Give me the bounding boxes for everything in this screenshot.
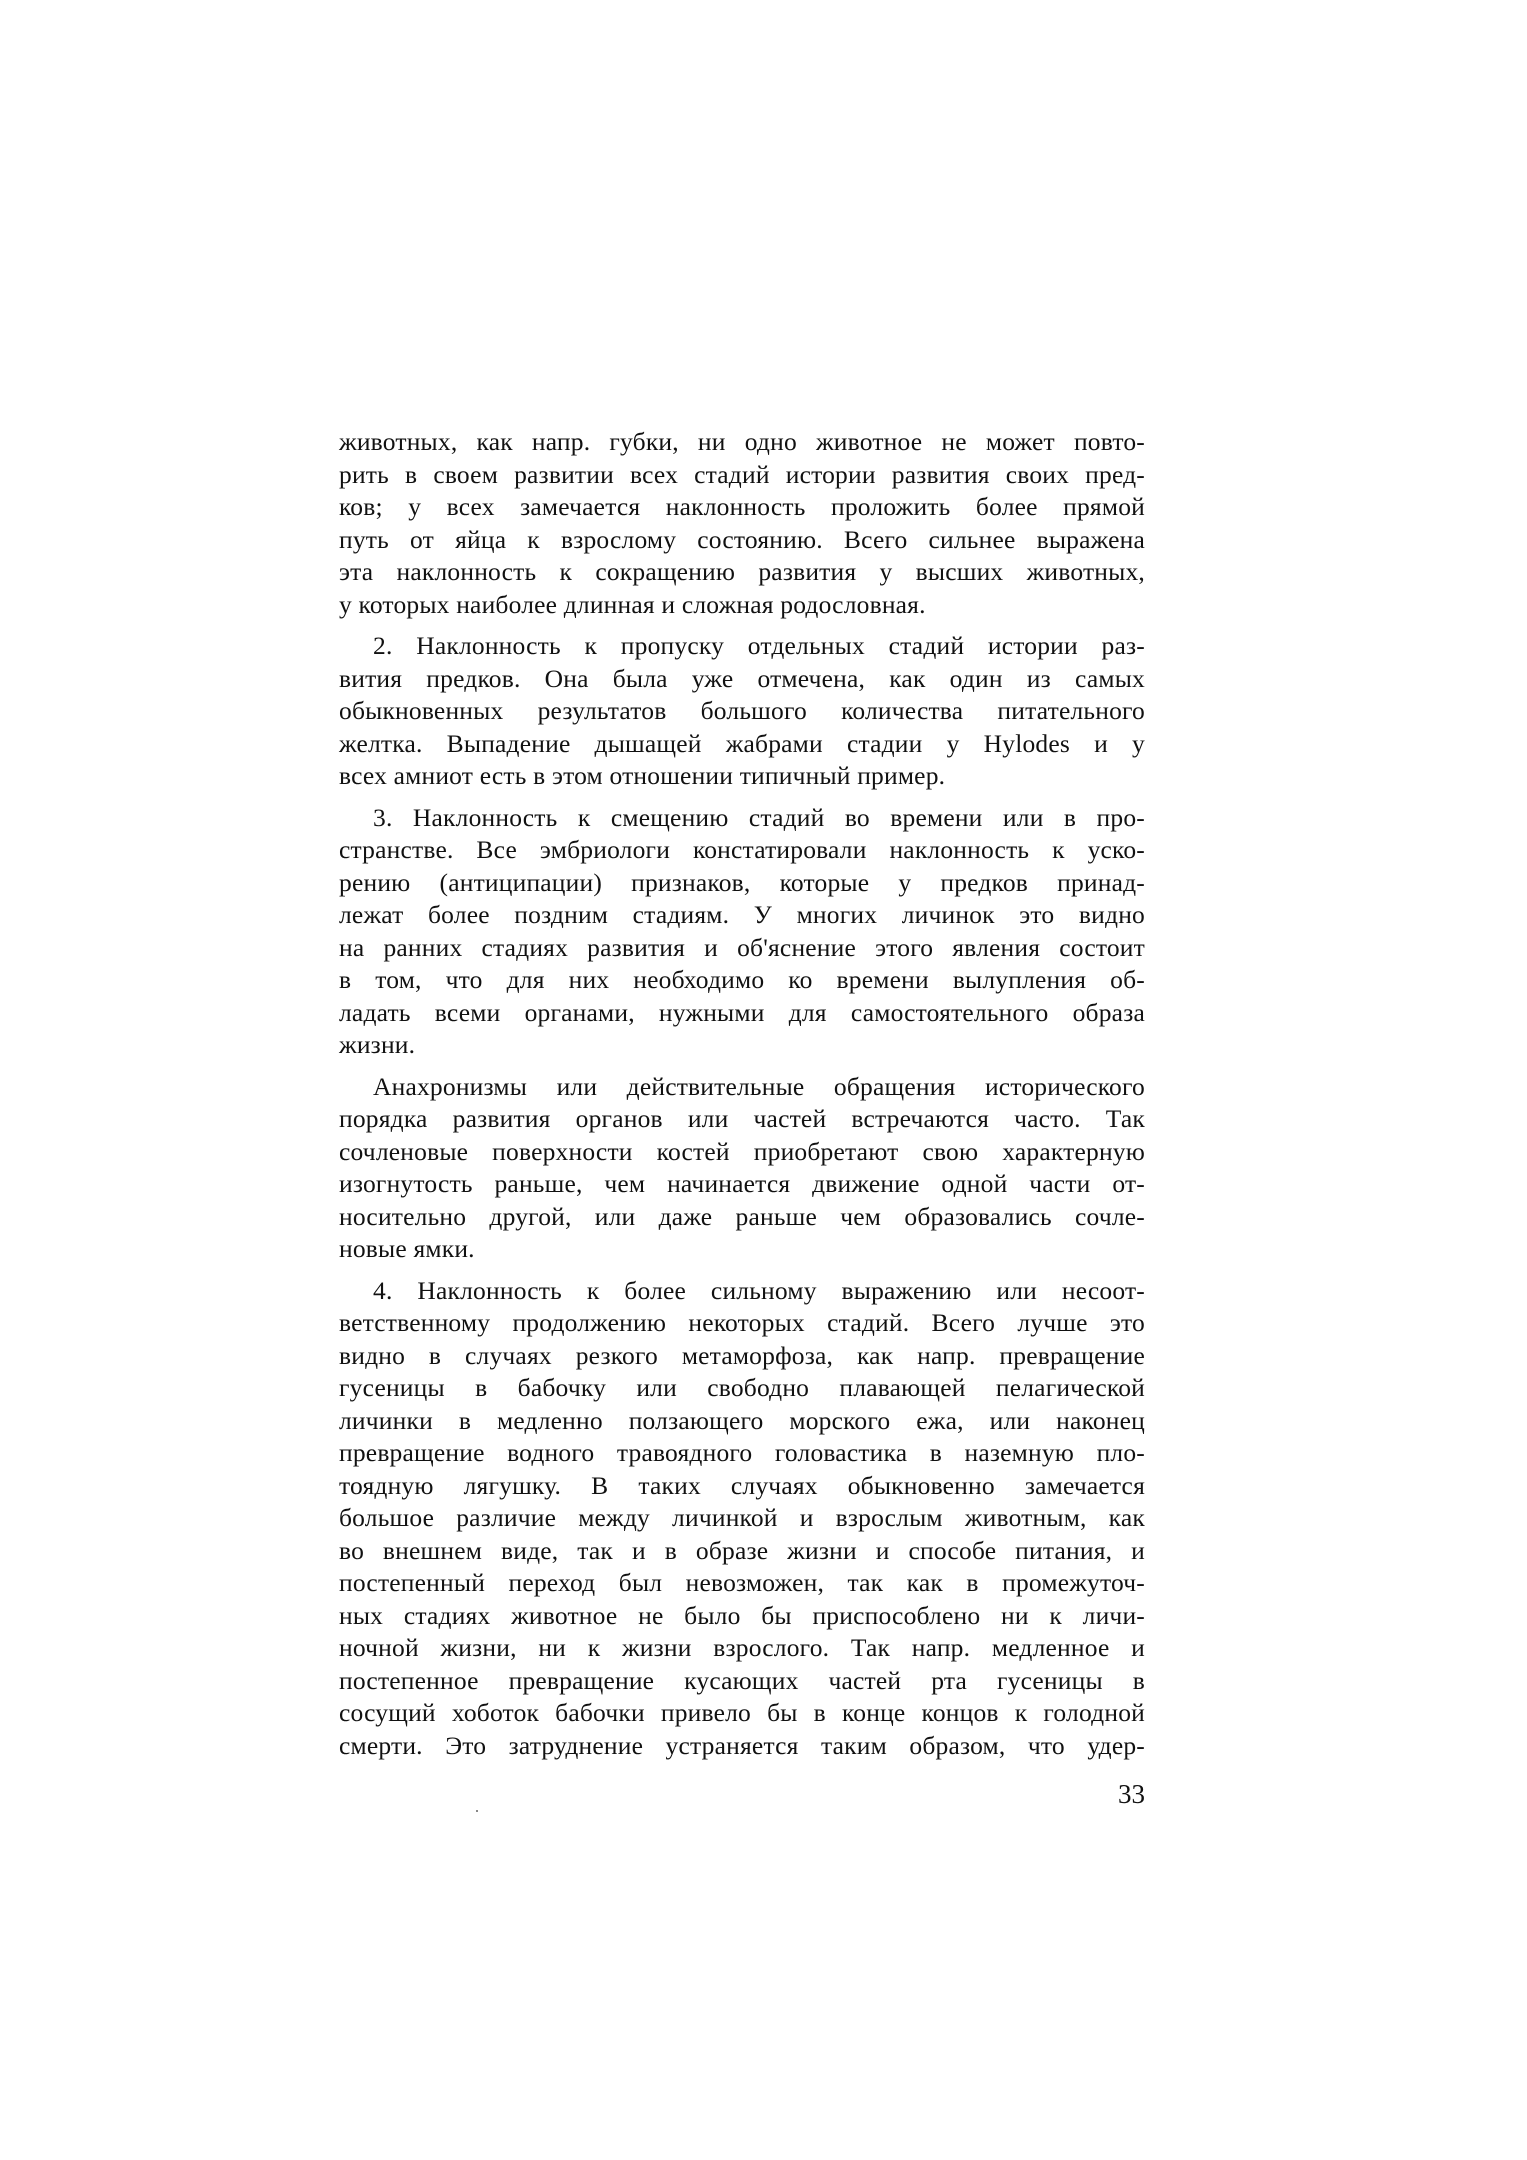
page-text	[339, 426, 1145, 1762]
text-line: гусеницы в бабочку или свободно плавающей пелагической	[339, 1373, 1145, 1402]
text-line: животных, как напр. губки, ни одно животное не может повто-	[339, 427, 1145, 456]
text-line: большое различие между личинкой и взрослым животным, как	[339, 1503, 1145, 1532]
text-line: странстве. Все эмбриологи констатировали наклонность к уско-	[339, 835, 1145, 864]
text-line: всех амниот есть в этом отношении типичный пример.	[339, 761, 946, 790]
text-line: рению (антиципации) признаков, которые у предков принад-	[339, 867, 1145, 897]
text-line: в том, что для них необходимо ко времени вылупления об-	[339, 965, 1145, 994]
text-line: рить в своем развитии всех стадий истории развития своих пред-	[339, 459, 1145, 489]
text-line: обыкновенных результатов большого количества питательного	[339, 696, 1145, 725]
text-line: жизни.	[339, 1030, 416, 1059]
paragraph-gap	[339, 793, 1145, 802]
text-line: смерти. Это затруднение устраняется таким образом, что удер-	[339, 1730, 1145, 1760]
paragraph	[339, 1275, 1145, 1763]
text-line: ветственному продолжению некоторых стадий. Всего лучше это	[339, 1308, 1145, 1337]
paragraph-gap	[339, 1266, 1145, 1275]
scan-speck	[476, 1810, 478, 1812]
text-line: новые ямки.	[339, 1234, 475, 1263]
text-line: 3. Наклонность к смещению стадий во времени или в про-	[373, 802, 1145, 832]
paragraph	[339, 630, 1145, 793]
text-line: 2. Наклонность к пропуску отдельных стадий истории раз-	[373, 631, 1145, 660]
text-line: личинки в медленно ползающего морского ежа, или наконец	[339, 1405, 1145, 1435]
paragraph-gap	[339, 621, 1145, 630]
text-line: желтка. Выпадение дышащей жабрами стадии у Hylodes и у	[339, 728, 1145, 758]
text-line: видно в случаях резкого метаморфоза, как напр. превращение	[339, 1340, 1145, 1370]
text-line: лежат более поздним стадиям. У многих личинок это видно	[339, 900, 1145, 929]
text-line: сосущий хоботок бабочки привело бы в конце концов к голодной	[339, 1698, 1145, 1727]
text-line: постепенный переход был невозможен, так как в промежуточ-	[339, 1568, 1145, 1597]
text-line: у которых наиболее длинная и сложная родословная.	[339, 589, 926, 619]
text-line: ных стадиях животное не было бы приспособлено ни к личи-	[339, 1600, 1145, 1630]
paragraph	[339, 426, 1145, 621]
text-line: во внешнем виде, так и в образе жизни и способе питания, и	[339, 1535, 1145, 1565]
text-line: вития предков. Она была уже отмечена, как один из самых	[339, 663, 1145, 693]
paragraph	[339, 1071, 1145, 1266]
text-line: сочленовые поверхности костей приобретают свою характерную	[339, 1136, 1145, 1166]
text-line: путь от яйца к взрослому состоянию. Всего сильнее выражена	[339, 524, 1145, 554]
text-line: тоядную лягушку. В таких случаях обыкновенно замечается	[339, 1470, 1145, 1500]
paragraph	[339, 802, 1145, 1062]
text-line: эта наклонность к сокращению развития у высших животных,	[339, 557, 1145, 586]
text-line: на ранних стадиях развития и об'яснение этого явления состоит	[339, 932, 1145, 962]
text-line: носительно другой, или даже раньше чем образовались сочле-	[339, 1201, 1145, 1231]
text-line: изогнутость раньше, чем начинается движение одной части от-	[339, 1169, 1145, 1198]
text-line: ладать всеми органами, нужными для самостоятельного образа	[339, 997, 1145, 1027]
text-line: Анахронизмы или действительные обращения исторического	[373, 1071, 1145, 1101]
text-line: ночной жизни, ни к жизни взрослого. Так напр. медленное и	[339, 1633, 1145, 1662]
page-number: 33	[1118, 1779, 1145, 1809]
text-line: превращение водного травоядного головастика в наземную пло-	[339, 1438, 1145, 1467]
text-line: постепенное превращение кусающих частей рта гусеницы в	[339, 1665, 1145, 1695]
text-line: порядка развития органов или частей встречаются часто. Так	[339, 1104, 1145, 1133]
text-line: ков; у всех замечается наклонность проложить более прямой	[339, 492, 1145, 521]
text-line: 4. Наклонность к более сильному выражению или несоот-	[373, 1275, 1145, 1305]
paragraph-gap	[339, 1062, 1145, 1071]
